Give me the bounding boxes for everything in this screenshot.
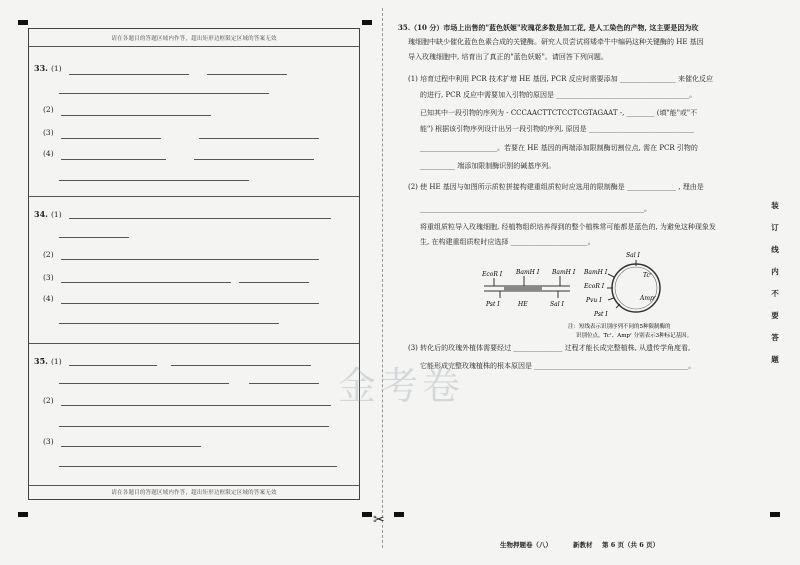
q35-line: 生, 在构建重组质粒时应选择 ______________________。 <box>420 238 595 246</box>
answer-line[interactable] <box>207 74 287 75</box>
side-char: 题 <box>771 355 779 364</box>
answer-line[interactable] <box>59 426 329 427</box>
corner-mark <box>18 20 28 25</box>
corner-mark <box>770 512 780 517</box>
q35-line: 它能形成完整玫瑰植株的根本原因是 ____________________________________________。 <box>420 362 696 370</box>
corner-mark <box>394 512 404 517</box>
answer-line[interactable] <box>171 365 311 366</box>
answer-line[interactable] <box>59 383 229 384</box>
label-sali: Sal I <box>550 301 564 308</box>
plasmid-figure <box>480 250 740 350</box>
q33-sub-1: (1) <box>51 64 62 73</box>
side-char: 内 <box>771 267 779 276</box>
label-psti: Pst I <box>486 301 500 308</box>
label-tc: Tcʳ <box>643 272 652 279</box>
answer-line[interactable] <box>59 323 279 324</box>
answer-line[interactable] <box>59 93 269 94</box>
q34-sub-3: (3) <box>43 273 54 282</box>
q35-line: 能") 根据该引物序列设计出另一段引物的序列, 原因是 ______________________________ <box>420 125 694 133</box>
q35-line: (2) 使 HE 基因与如图所示质粒拼接构建重组质粒时应选用的限制酶是 ______________ , 理由是 <box>408 183 704 191</box>
label-bamhi-2: BamH I <box>552 269 576 276</box>
q33-sub-3: (3) <box>43 128 54 137</box>
label-eco-right: EcoR I <box>584 283 605 290</box>
answer-line[interactable] <box>69 74 189 75</box>
answer-line[interactable] <box>59 237 129 238</box>
q34-number: 34. <box>34 209 48 219</box>
he-gene-block <box>504 286 542 291</box>
answer-line[interactable] <box>199 138 319 139</box>
label-amp: Ampʳ <box>640 295 656 302</box>
footer-subject: 生物押题卷（八） <box>500 541 552 549</box>
top-note: 请在各题目的答题区域内作答，超出矩形边框限定区域的答案无效 <box>111 36 277 42</box>
watermark: 金考卷 <box>338 364 465 408</box>
corner-mark <box>362 20 372 25</box>
footer-page: 第 6 页（共 6 页） <box>602 541 660 549</box>
divider <box>29 485 359 486</box>
side-char: 不 <box>771 289 779 298</box>
answer-line[interactable] <box>61 405 331 406</box>
q35-number: 35. <box>34 356 48 366</box>
q35-line: 35.（10 分）市场上出售的"蓝色妖姬"玫瑰花多数是加工花, 是人工染色的产物, 这主要是因为玫 <box>398 23 699 32</box>
corner-mark <box>362 512 372 517</box>
answer-line[interactable] <box>249 383 319 384</box>
q35-line: 的进行, PCR 反应中需要加入引物的原因是 ______________________________________。 <box>420 91 697 99</box>
q35-line: __________ 端添加限制酶识别的碱基序列。 <box>420 162 556 170</box>
q35-sub-2: (2) <box>43 396 54 405</box>
q33-sub-2: (2) <box>43 105 54 114</box>
label-pst-right: Pst I <box>594 311 608 318</box>
q35-line: 将重组质粒导入玫瑰细胞, 经植物组织培养得到的整个植株常可能都是蓝色的, 为避免这种现象发 <box>420 223 716 231</box>
site-mark <box>608 298 614 300</box>
q35-line: 已知其中一段引物的序列为 - CCCAACTTCTCCTCGTAGAAT -, ________ (填"能"或"不 <box>420 109 698 117</box>
answer-line[interactable] <box>59 180 249 181</box>
corner-mark <box>18 512 28 517</box>
label-bamhi: BamH I <box>516 269 540 276</box>
label-ecori: EcoR I <box>482 271 503 278</box>
label-he: HE <box>518 301 528 308</box>
footer-edition: 新教材 <box>573 541 593 549</box>
answer-line[interactable] <box>69 218 331 219</box>
q34-sub-2: (2) <box>43 250 54 259</box>
q34-sub-4: (4) <box>43 294 54 303</box>
answer-line[interactable] <box>194 159 314 160</box>
q35-line: 瑰细胞中缺少催化蓝色色素合成的关键酶。研究人员尝试将矮牵牛中编码这种关键酶的 HE 基因 <box>408 38 704 46</box>
q33-sub-4: (4) <box>43 149 54 158</box>
answer-line[interactable] <box>61 303 319 304</box>
divider <box>29 46 359 47</box>
answer-line[interactable] <box>61 115 211 116</box>
answer-line[interactable] <box>61 159 166 160</box>
answer-line[interactable] <box>61 446 201 447</box>
side-char: 线 <box>771 245 779 254</box>
q35-sub-1: (1) <box>51 357 62 366</box>
divider <box>29 343 359 344</box>
q35-line: 导入玫瑰细胞中, 培育出了真正的"蓝色妖姬"。请回答下列问题。 <box>408 53 608 61</box>
side-char: 要 <box>771 311 779 320</box>
q35-line: ______________________。若要在 HE 基因的两端添加限制酶切割位点, 需在 PCR 引物的 <box>420 144 698 152</box>
answer-line[interactable] <box>61 138 161 139</box>
answer-sheet-frame <box>28 28 360 500</box>
answer-line[interactable] <box>239 282 309 283</box>
side-char: 订 <box>771 223 779 232</box>
figure-note-2: 识别位点。Tcʳ、Ampʳ 分别表示3种标记基因。 <box>576 333 693 339</box>
q35-line: (1) 培育过程中利用 PCR 技术扩增 HE 基因, PCR 反应时需要添加 ________________ 来催化反应 <box>408 75 714 83</box>
divider <box>29 196 359 197</box>
q34-sub-1: (1) <box>51 210 62 219</box>
q35-line: (3) 转化后的玫瑰外植体需要经过 ______________ 过程才能长成完整植株, 从遗传学角度看, <box>408 344 691 352</box>
label-bam-right: BamH I <box>584 269 608 276</box>
bottom-note: 请在各题目的答题区域内作答，超出矩形边框限定区域的答案无效 <box>111 490 277 496</box>
site-mark <box>608 274 614 277</box>
answer-line[interactable] <box>61 259 319 260</box>
side-char: 装 <box>771 201 779 210</box>
q33-number: 33. <box>34 63 48 73</box>
q35-line: ________________________________________________________________。 <box>420 205 651 213</box>
fold-line <box>382 8 383 548</box>
answer-line[interactable] <box>59 466 337 467</box>
answer-line[interactable] <box>61 282 231 283</box>
figure-note-1: 注：短线表示识别序列不同的5种限制酶的 <box>568 324 671 330</box>
side-char: 答 <box>771 333 779 342</box>
label-sal-top: Sal I <box>626 252 640 259</box>
answer-line[interactable] <box>69 365 157 366</box>
scissors-icon: ✂ <box>373 512 385 528</box>
q35-sub-3: (3) <box>43 437 54 446</box>
label-pvu: Pvu I <box>586 297 602 304</box>
